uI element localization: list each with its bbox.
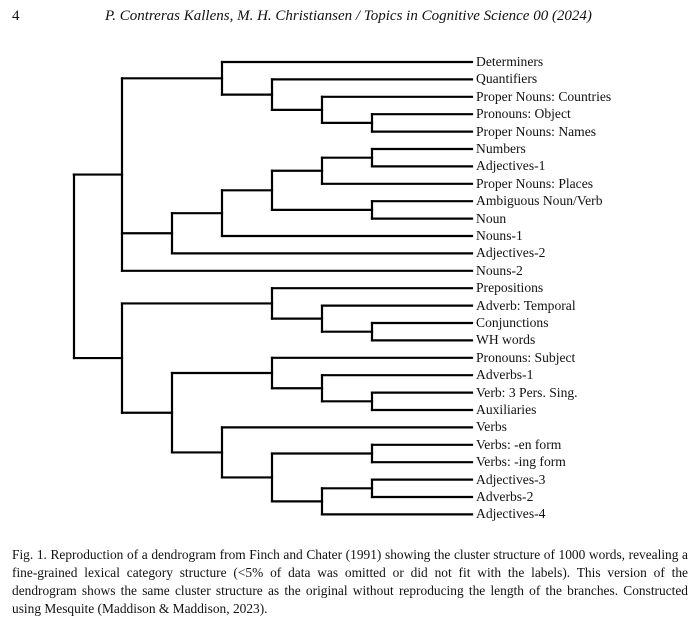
leaf-label: Auxiliaries [476,402,537,417]
leaf-label: Nouns-2 [476,262,523,278]
leaf-label: Pronouns: Object [476,106,571,122]
leaf-label: Proper Nouns: Names [476,123,597,139]
leaf-label: Adverbs-2 [476,489,534,504]
leaf-label: Nouns-1 [476,228,523,243]
dendrogram [0,40,700,540]
leaf-label: Verb: 3 Pers. Sing. [476,384,578,400]
leaf-label: Adjectives-3 [476,471,546,487]
leaf-label: Adjectives-1 [476,158,546,174]
leaf-label: Determiners [476,54,544,69]
page-number: 4 [12,8,20,24]
leaf-label: Prepositions [476,280,544,296]
leaf-label: Conjunctions [476,315,549,330]
leaf-label: Ambiguous Noun/Verb [476,193,603,209]
leaf-label: WH words [476,332,536,348]
figure-caption: Fig. 1. Reproduction of a dendrogram from Finch and Chater (1991) showing the cluster structure of 1000 words, revealing a fine-grained lexical category structure (<5% of data was omitted or did not fit with the labels). This version of the dendrogram shows the same cluster structure as the original without reproducing the length of the branches. Constructed using Mesquite (Maddison & Maddison, 2023). [12,547,688,616]
leaf-label: Adjectives-2 [476,245,546,261]
leaf-label: Adverbs-1 [476,367,534,383]
dendrogram-figure [0,40,700,540]
leaf-label: Noun [476,210,507,226]
leaf-label: Adverb: Temporal [476,297,576,313]
leaf-label: Adjectives-4 [476,506,546,522]
leaf-label: Verbs: -ing form [476,454,566,470]
leaf-label: Numbers [476,141,526,156]
leaf-label: Proper Nouns: Countries [476,88,612,104]
leaf-label: Verbs [476,419,507,435]
leaf-label: Proper Nouns: Places [476,175,594,191]
leaf-label: Pronouns: Subject [476,349,576,365]
leaf-label: Quantifiers [476,71,538,87]
page-header [0,8,700,30]
leaf-label: Verbs: -en form [476,436,562,452]
running-head: P. Contreras Kallens, M. H. Christiansen / Topics in Cognitive Science 00 (2024) [105,8,592,24]
